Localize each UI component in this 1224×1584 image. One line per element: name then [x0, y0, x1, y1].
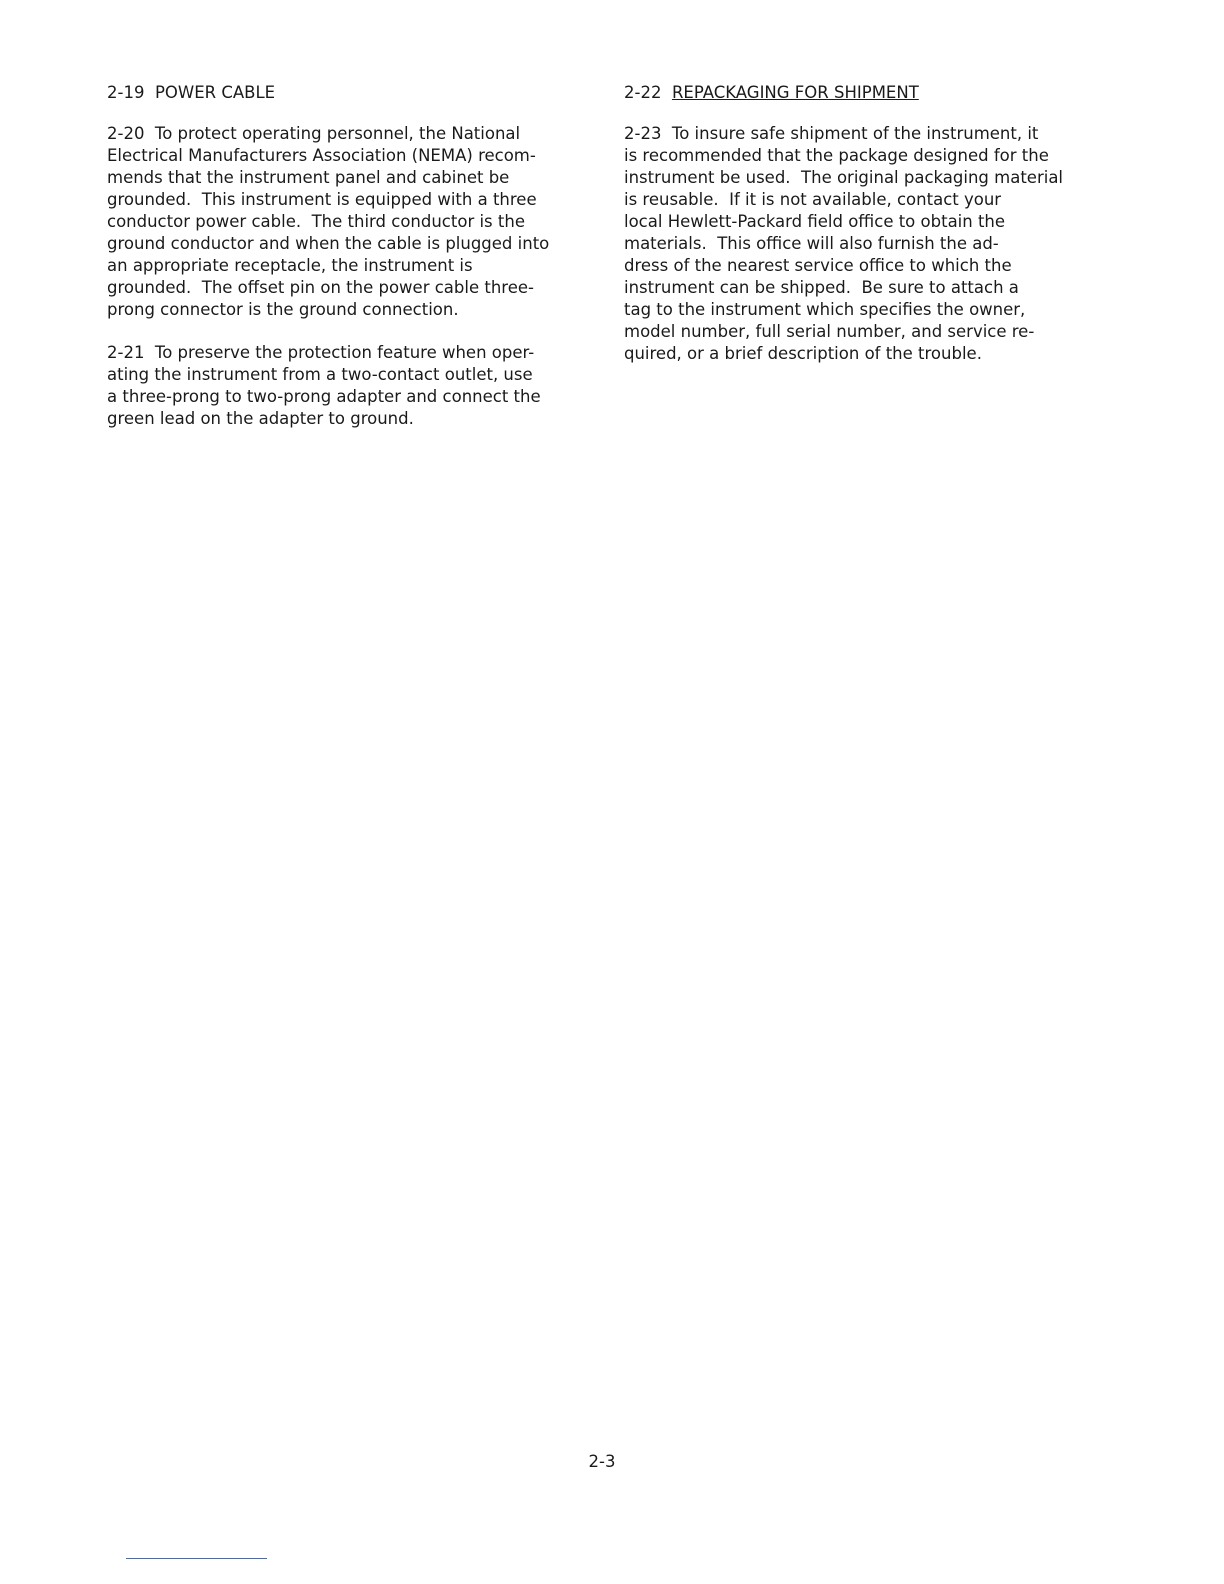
page-number: 2-3: [588, 1452, 616, 1471]
text-line: quired, or a brief description of the trouble.: [624, 344, 982, 363]
text-line: 2-20 To protect operating personnel, the National: [107, 124, 521, 143]
text-line: is recommended that the package designed for the: [624, 146, 1049, 165]
footer-rule: [126, 1558, 267, 1559]
section-heading-power-cable: [107, 82, 607, 104]
text-line: instrument can be shipped. Be sure to attach a: [624, 278, 1019, 297]
text-line: is reusable. If it is not available, contact your: [624, 190, 1002, 209]
text-line: conductor power cable. The third conductor is the: [107, 212, 525, 231]
text-line: grounded. The offset pin on the power cable three-: [107, 278, 534, 297]
text-line: dress of the nearest service office to which the: [624, 256, 1012, 275]
text-line: materials. This office will also furnish the ad-: [624, 234, 999, 253]
section-title: REPACKAGING FOR SHIPMENT: [671, 83, 919, 102]
section-title: POWER CABLE: [154, 83, 276, 102]
section-number: 2-19: [107, 83, 145, 102]
right-column: [624, 82, 1124, 386]
text-line: model number, full serial number, and service re-: [624, 322, 1035, 341]
text-line: green lead on the adapter to ground.: [107, 409, 414, 428]
text-line: Electrical Manufacturers Association (NEMA) recom-: [107, 146, 536, 165]
section-heading-repackaging: [624, 82, 1124, 104]
text-line: an appropriate receptacle, the instrument is: [107, 256, 473, 275]
text-line: instrument be used. The original packaging material: [624, 168, 1064, 187]
paragraph-2-20: [107, 123, 607, 321]
text-line: ating the instrument from a two-contact outlet, use: [107, 365, 533, 384]
text-line: grounded. This instrument is equipped with a three: [107, 190, 537, 209]
text-line: prong connector is the ground connection.: [107, 300, 459, 319]
text-line: a three-prong to two-prong adapter and connect the: [107, 387, 541, 406]
text-line: tag to the instrument which specifies the owner,: [624, 300, 1026, 319]
paragraph-2-23: [624, 123, 1124, 365]
left-column: [107, 82, 607, 451]
text-line: 2-23 To insure safe shipment of the instrument, it: [624, 124, 1039, 143]
text-line: ground conductor and when the cable is plugged into: [107, 234, 550, 253]
section-number: 2-22: [624, 83, 662, 102]
text-line: local Hewlett-Packard field office to obtain the: [624, 212, 1006, 231]
text-line: 2-21 To preserve the protection feature when oper-: [107, 343, 535, 362]
text-line: mends that the instrument panel and cabinet be: [107, 168, 510, 187]
paragraph-2-21: [107, 342, 607, 430]
